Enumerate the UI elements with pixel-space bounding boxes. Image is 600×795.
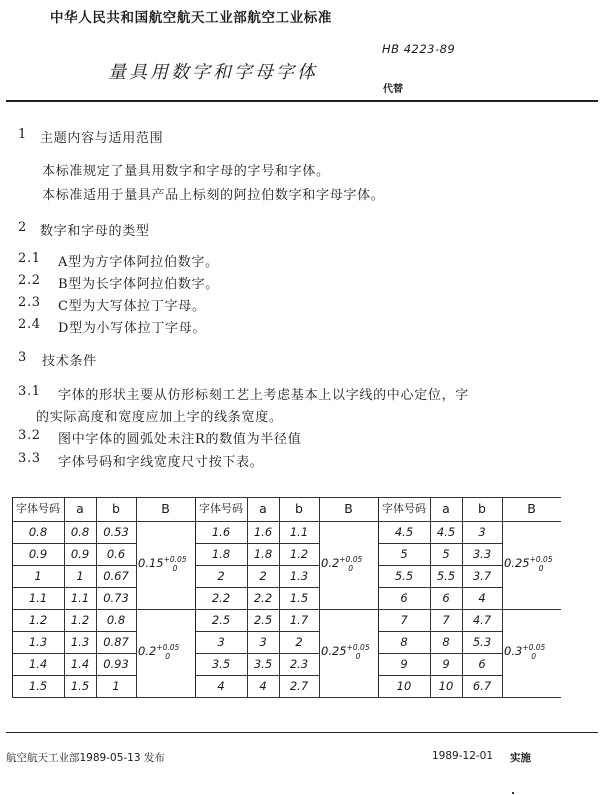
table-header-cell: 字体号码 [382, 502, 426, 515]
tolerance-upper: +0.05 [346, 643, 370, 652]
table-cell: 0.53 [103, 525, 129, 539]
table-cell: 2.5 [211, 613, 231, 627]
table-cell: 4 [259, 679, 267, 693]
table-cell: 3.3 [472, 547, 492, 561]
clause-text-continued: 的实际高度和宽度应加上字的线条宽度。 [36, 410, 283, 425]
tolerance-split-rule [319, 609, 378, 610]
table-cell: 5 [442, 547, 450, 561]
table-cell: 0.8 [70, 525, 90, 539]
table-cell: 1.8 [211, 547, 231, 561]
table-header-cell: b [112, 501, 120, 516]
section-3-heading: 技术条件 [42, 354, 97, 369]
section-1-paragraph-2: 本标准适用于量具产品上标刻的阿拉伯数字和字母字体。 [42, 188, 385, 203]
table-cell: 8 [442, 635, 450, 649]
table-cell: 1.5 [289, 591, 309, 605]
tolerance-lower: 0 [355, 651, 361, 661]
table-cell: 1.3 [70, 635, 90, 649]
tolerance-value [321, 643, 374, 661]
table-cell: 5.5 [394, 569, 414, 583]
publish-info: 航空航天工业部1989-05-13 发布 [6, 752, 165, 764]
tolerance-lower: 0 [172, 563, 178, 573]
section-1-paragraph-1: 本标准规定了量具用数字和字母的字号和字体。 [42, 164, 330, 179]
table-column-rule [136, 497, 137, 697]
table-cell: 6 [400, 591, 408, 605]
document-title: 量具用数字和字母字体 [108, 62, 318, 83]
table-cell: 1.3 [28, 635, 48, 649]
table-cell: 5 [400, 547, 408, 561]
table-cell: 0.9 [28, 547, 48, 561]
clause-number: 3.1 [18, 384, 41, 399]
table-cell: 2.7 [289, 679, 309, 693]
table-cell: 0.9 [70, 547, 90, 561]
table-cell: 1.7 [289, 613, 309, 627]
table-cell: 8 [400, 635, 408, 649]
tolerance-split-rule [136, 609, 195, 610]
implement-date: 1989-12-01 [432, 750, 494, 762]
table-cell: 0.67 [103, 569, 129, 583]
tolerance-upper: +0.05 [163, 555, 187, 564]
table-header-cell: b [295, 501, 303, 516]
clause-text: 字体号码和字线宽度尺寸按下表。 [58, 455, 264, 470]
clause-number: 2.4 [18, 317, 41, 332]
section-1-heading: 主题内容与适用范围 [40, 131, 164, 146]
section-2-heading: 数字和字母的类型 [40, 224, 150, 239]
table-cell: 10 [438, 679, 454, 693]
tolerance-upper: +0.05 [522, 643, 546, 652]
table-cell: 2.5 [253, 613, 273, 627]
table-header-cell: a [76, 501, 84, 516]
table-cell: 1.1 [289, 525, 309, 539]
table-cell: 1.6 [253, 525, 273, 539]
tolerance-base: 0.25 [504, 555, 530, 570]
tolerance-value [321, 555, 367, 573]
table-cell: 3.5 [253, 657, 273, 671]
table-cell: 5.3 [472, 635, 492, 649]
table-cell: 6.7 [472, 679, 492, 693]
tolerance-lower: 0 [348, 563, 354, 573]
table-cell: 3.5 [211, 657, 231, 671]
standard-code: HB 4223-89 [382, 42, 456, 56]
table-cell: 2 [295, 635, 303, 649]
tolerance-lower: 0 [165, 651, 171, 661]
clause-number: 3.2 [18, 428, 41, 443]
table-cell: 1 [112, 679, 120, 693]
tolerance-base: 0.2 [321, 555, 340, 570]
tolerance-base: 0.2 [138, 643, 157, 658]
table-header-cell: b [478, 501, 486, 516]
table-cell: 1.2 [28, 613, 48, 627]
table-cell: 1.1 [70, 591, 90, 605]
table-cell: 1.1 [28, 591, 48, 605]
table-header-cell: B [344, 501, 353, 516]
table-cell: 1.2 [289, 547, 309, 561]
table-cell: 1.6 [211, 525, 231, 539]
table-cell: 7 [400, 613, 408, 627]
table-header-cell: a [442, 501, 450, 516]
table-cell: 2.2 [253, 591, 273, 605]
tolerance-value [138, 643, 184, 661]
tolerance-base: 0.3 [504, 643, 523, 658]
table-cell: 6 [478, 657, 486, 671]
table-cell: 3 [259, 635, 267, 649]
tolerance-lower: 0 [531, 651, 537, 661]
footer-rule [6, 732, 598, 733]
clause-text: A型为方字体阿拉伯数字。 [58, 255, 219, 270]
table-cell: 9 [442, 657, 450, 671]
table-cell: 1 [34, 569, 42, 583]
tolerance-split-rule [502, 609, 561, 610]
table-cell: 1.3 [289, 569, 309, 583]
section-3-number: 3 [18, 350, 27, 365]
table-header-cell: 字体号码 [199, 502, 243, 515]
table-cell: 0.73 [103, 591, 129, 605]
table-cell: 4.7 [472, 613, 492, 627]
implement-label: 实施 [510, 752, 531, 764]
table-cell: 1.5 [28, 679, 48, 693]
tolerance-lower: 0 [538, 563, 544, 573]
tolerance-value [138, 555, 191, 573]
tolerance-base: 0.25 [321, 643, 347, 658]
tolerance-value [504, 643, 550, 661]
table-cell: 0.87 [103, 635, 129, 649]
table-cell: 0.8 [28, 525, 48, 539]
table-cell: 1 [76, 569, 84, 583]
tolerance-upper: +0.05 [156, 643, 180, 652]
table-cell: 2.3 [289, 657, 309, 671]
table-cell: 3 [217, 635, 225, 649]
table-cell: 2 [259, 569, 267, 583]
clause-number: 2.2 [18, 273, 41, 288]
table-cell: 0.6 [106, 547, 126, 561]
section-2-number: 2 [18, 220, 27, 235]
tolerance-base: 0.15 [138, 555, 164, 570]
table-cell: 9 [400, 657, 408, 671]
replaces-label: 代替 [383, 84, 403, 95]
table-cell: 3.7 [472, 569, 492, 583]
speck [512, 792, 514, 794]
clause-text: D型为小写体拉丁字母。 [58, 321, 207, 336]
tolerance-upper: +0.05 [339, 555, 363, 564]
table-cell: 0.8 [106, 613, 126, 627]
table-cell: 7 [442, 613, 450, 627]
table-column-rule [502, 497, 503, 697]
table-header-cell: 字体号码 [16, 502, 60, 515]
table-cell: 1.8 [253, 547, 273, 561]
table-cell: 6 [442, 591, 450, 605]
table-cell: 4.5 [436, 525, 456, 539]
table-cell: 0.93 [103, 657, 129, 671]
clause-number: 2.1 [18, 251, 41, 266]
table-cell: 1.4 [70, 657, 90, 671]
table-cell: 1.2 [70, 613, 90, 627]
table-header-cell: B [527, 501, 536, 516]
table-cell: 2 [217, 569, 225, 583]
clause-text: 图中字体的圆弧处未注R的数值为半径值 [58, 432, 302, 447]
font-size-table [12, 497, 594, 699]
table-cell: 10 [396, 679, 412, 693]
clause-text: 字体的形状主要从仿形标刻工艺上考虑基本上以字线的中心定位，字 [58, 388, 470, 403]
table-cell: 4 [478, 591, 486, 605]
section-1-number: 1 [18, 127, 27, 142]
clause-text: B型为长字体阿拉伯数字。 [58, 277, 219, 292]
table-cell: 5.5 [436, 569, 456, 583]
tolerance-upper: +0.05 [529, 555, 553, 564]
clause-number: 2.3 [18, 295, 41, 310]
table-cell: 2.2 [211, 591, 231, 605]
clause-text: C型为大写体拉丁字母。 [58, 299, 206, 314]
table-cell: 3 [478, 525, 486, 539]
table-header-cell: B [161, 501, 170, 516]
table-cell: 4 [217, 679, 225, 693]
tolerance-value [504, 555, 557, 573]
table-column-rule [319, 497, 320, 697]
header-rule [6, 100, 598, 102]
table-cell: 1.5 [70, 679, 90, 693]
table-cell: 4.5 [394, 525, 414, 539]
table-cell: 1.4 [28, 657, 48, 671]
clause-number: 3.3 [18, 451, 41, 466]
table-header-cell: a [259, 501, 267, 516]
standard-name: 中华人民共和国航空航天工业部航空工业标准 [50, 10, 332, 26]
